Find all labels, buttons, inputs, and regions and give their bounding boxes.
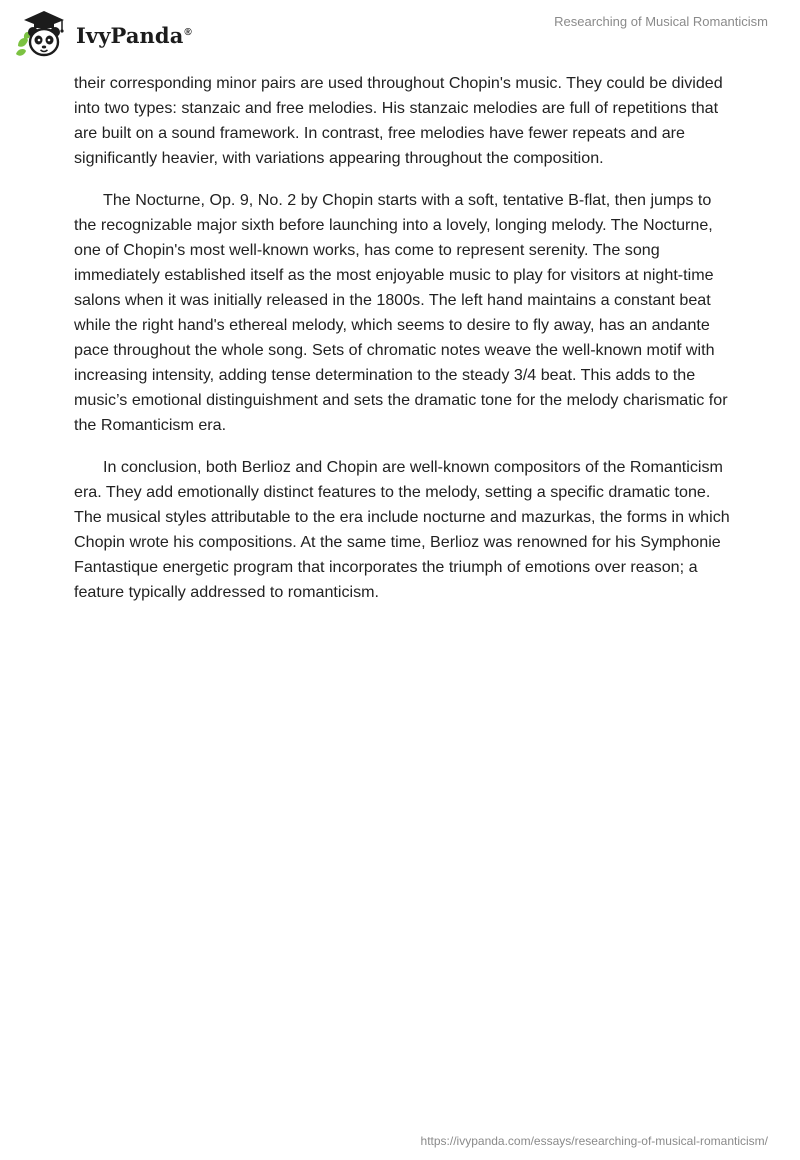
- registered-mark: ®: [184, 26, 192, 38]
- paragraph-nocturne: The Nocturne, Op. 9, No. 2 by Chopin starts with a soft, tentative B-flat, then jumps to the recognizable major sixth before launching into a lovely, longing melody. The Nocturne, one of Chopin's most well-known works, has come to represent serenity. The song immediately established itself as the most enjoyable music to play for visitors at night-time salons when it was initially released in the 1800s. The left hand maintains a constant beat while the right hand's ethereal melody, which seems to desire to fly away, has an andante pace throughout the whole song. Sets of chromatic notes weave the well-known motif with increasing intensity, adding tense determination to the steady 3/4 beat. This adds to the music’s emotional distinguishment and sets the dramatic tone for the melody charismatic for the Romanticism era.: [74, 191, 728, 434]
- brand-name: [76, 23, 192, 48]
- source-url[interactable]: https://ivypanda.com/essays/researching-of-musical-romanticism/: [420, 1134, 768, 1148]
- paragraph-continued: their corresponding minor pairs are used throughout Chopin's music. They could be divided into two types: stanzaic and free melodies. His stanzaic melodies are full of repetitions that are built on a sound framework. In contrast, free melodies have fewer repeats and are significantly heavier, with variations appearing throughout the composition.: [74, 74, 723, 167]
- paragraph-conclusion: In conclusion, both Berlioz and Chopin are well-known compositors of the Romanticism era. They add emotionally distinct features to the melody, setting a specific dramatic tone. The musical styles attributable to the era include nocturne and mazurkas, the forms in which Chopin wrote his compositions. At the same time, Berlioz was renowned for his Symphonie Fantastique energetic program that incorporates the triumph of emotions over reason; a feature typically addressed to romanticism.: [74, 458, 730, 601]
- ivypanda-logo[interactable]: [14, 8, 192, 60]
- essay-body: [74, 71, 730, 622]
- brand-name-text: IvyPanda: [76, 22, 184, 48]
- panda-graduation-cap-icon: [14, 8, 74, 60]
- page-header: [0, 0, 800, 70]
- document-title: Researching of Musical Romanticism: [554, 14, 768, 29]
